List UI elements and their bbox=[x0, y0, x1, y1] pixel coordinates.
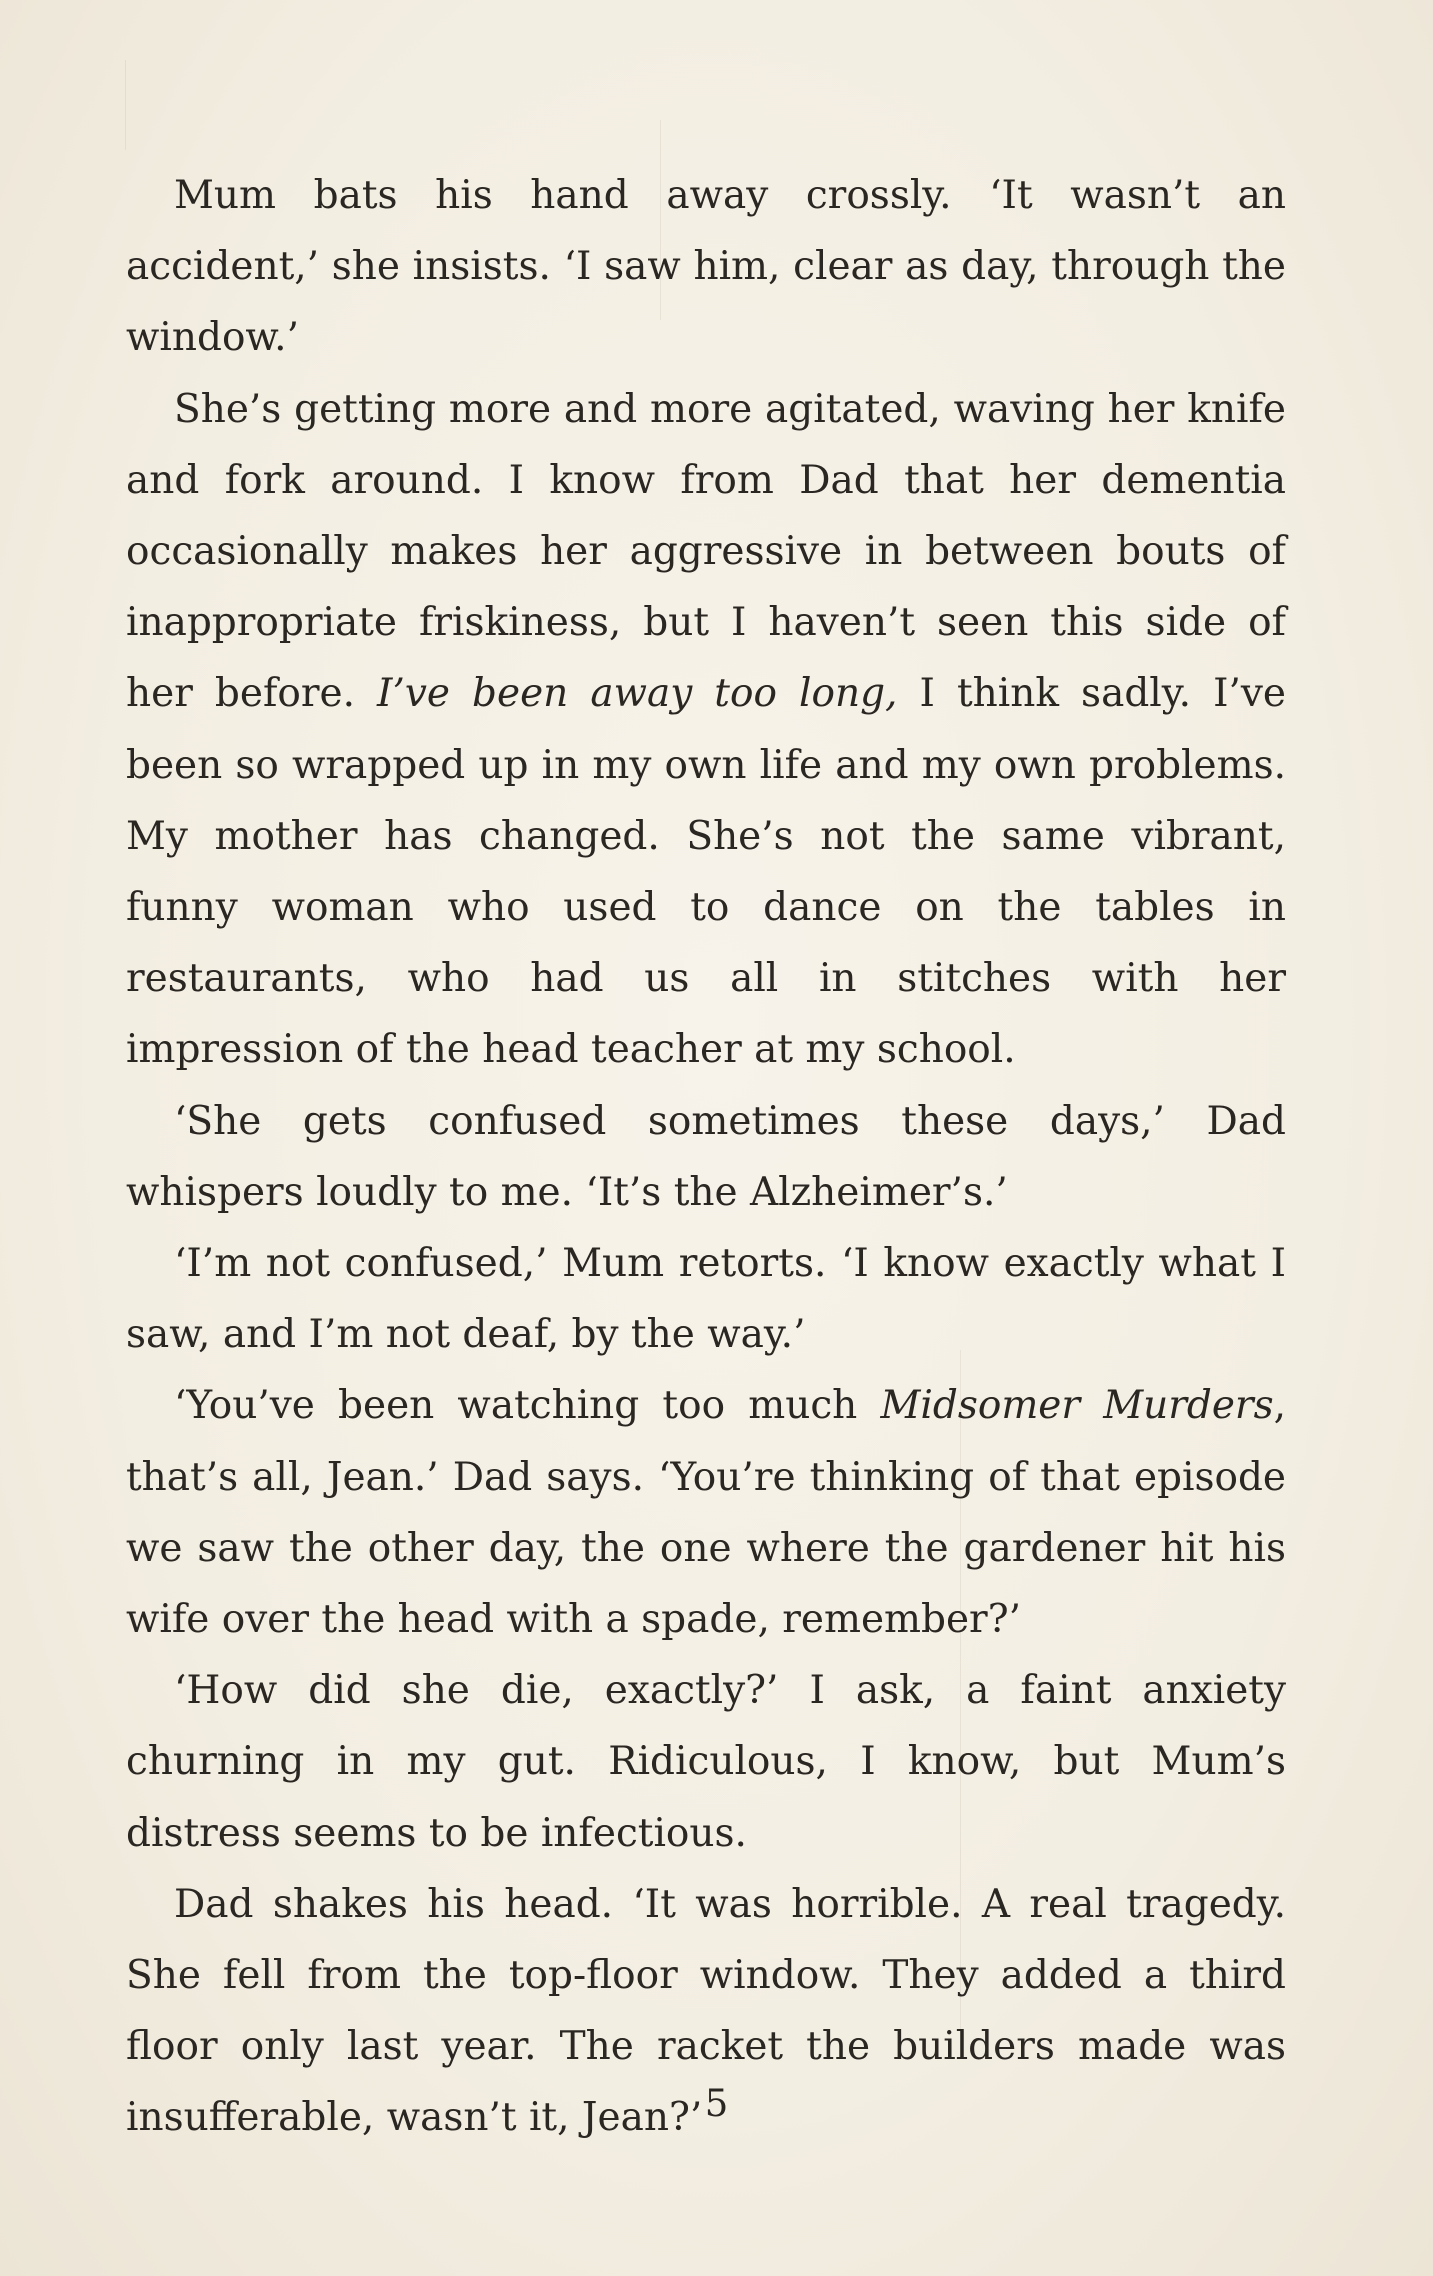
italic-text: Midsomer Murders bbox=[880, 1383, 1274, 1429]
text-segment: Mum bats his hand away crossly. ‘It wasn’t an accident,’ she insists. ‘I saw him, clear as day, through the window.’ bbox=[126, 173, 1286, 361]
paragraph bbox=[126, 1655, 1286, 1869]
paragraph bbox=[126, 1228, 1286, 1370]
text-segment: ‘She gets confused sometimes these days,’ Dad whispers loudly to me. ‘It’s the Alzheimer’s.’ bbox=[126, 1098, 1286, 1215]
italic-text: I’ve been away too long, bbox=[377, 671, 898, 717]
paper-crease bbox=[125, 60, 126, 150]
text-segment: I think sadly. I’ve been so wrapped up in my own life and my own problems. My mother has changed. She’s not the same vibrant, funny woman who used to dance on the tables in restaurants, who had us all in stitches with her impression of the head teacher at my school. bbox=[126, 671, 1286, 1073]
body-text bbox=[126, 160, 1286, 2154]
paragraph bbox=[126, 160, 1286, 374]
text-segment: ‘I’m not confused,’ Mum retorts. ‘I know exactly what I saw, and I’m not deaf, by the way.’ bbox=[126, 1241, 1286, 1358]
paragraph bbox=[126, 1370, 1286, 1655]
paragraph bbox=[126, 374, 1286, 1086]
text-segment: , that’s all, Jean.’ Dad says. ‘You’re thinking of that episode we saw the other day, the one where the gardener hit his wife over the head with a spade, remember?’ bbox=[126, 1383, 1286, 1643]
text-segment: She’s getting more and more agitated, waving her knife and fork around. I know from Dad that her dementia occasionally makes her aggressive in between bouts of inappropriate friskiness, but I haven’t seen this side of her before. bbox=[126, 386, 1286, 717]
text-segment: Dad shakes his head. ‘It was horrible. A real tragedy. She fell from the top-floor window. They added a third floor only last year. The racket the builders made was insufferable, wasn’t it, Jean?’ bbox=[126, 1881, 1286, 2141]
text-segment: ‘How did she die, exactly?’ I ask, a faint anxiety churning in my gut. Ridiculous, I know, but Mum’s distress seems to be infectious. bbox=[126, 1668, 1286, 1856]
page-number: 5 bbox=[704, 2082, 729, 2125]
paragraph bbox=[126, 1086, 1286, 1228]
text-segment: ‘You’ve been watching too much bbox=[174, 1383, 881, 1429]
